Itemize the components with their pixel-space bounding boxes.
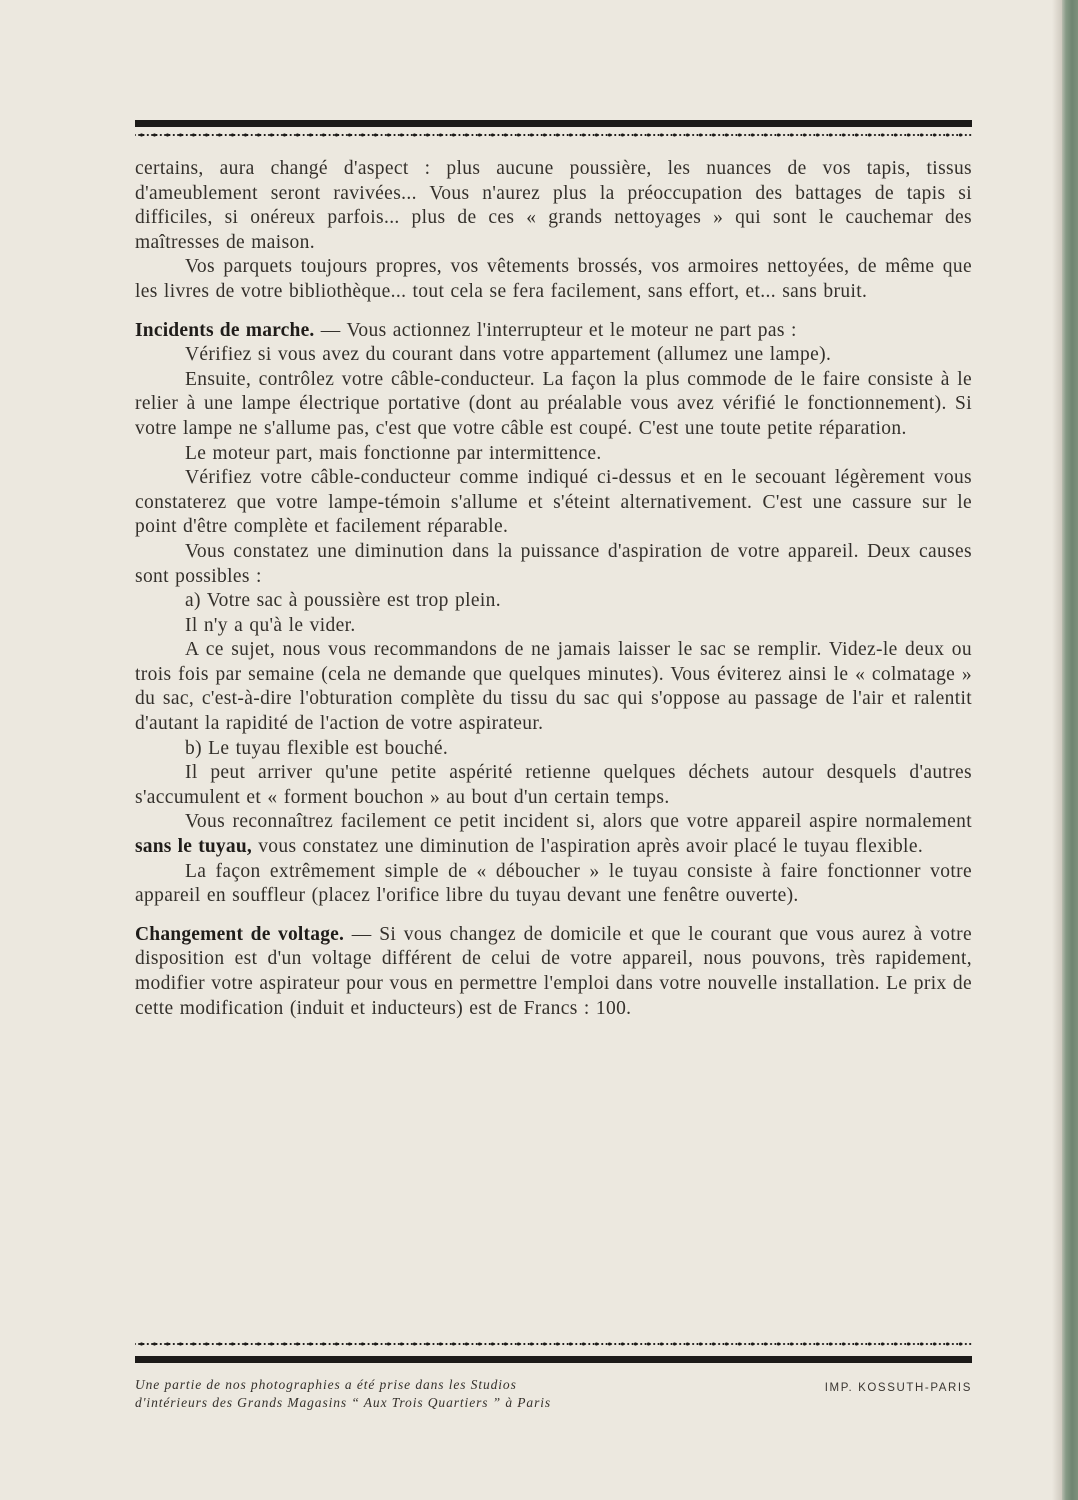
bottom-rule-dots: [135, 1341, 972, 1347]
photo-credit-line-2: d'intérieurs des Grands Magasins “ Aux Trois Quartiers ” à Paris: [135, 1395, 552, 1410]
paragraph-hose-debris: Il peut arriver qu'une petite aspérité retienne quelques déchets autour desquels d'autres s'accumulent et « forment bouchon » au bout d'un certain temps.: [135, 762, 972, 808]
paragraph-check-cable: Ensuite, contrôlez votre câble-conducteur. La façon la plus commode de le faire consiste à le relier à une lampe électrique portative (dont au préalable vous avez vérifié le fonctionnement). Si votre lampe ne s'allume pas, c'est que votre câble est coupé. C'est une toute petite réparation.: [135, 368, 972, 439]
green-cover-edge: [1062, 0, 1078, 1500]
paragraph-empty-bag: Il n'y a qu'à le vider.: [185, 614, 356, 636]
paragraph-floors: Vos parquets toujours propres, vos vêtements brossés, vos armoires nettoyées, de même que les livres de votre bibliothèque... tout cela se fera facilement, sans effort, et... sans bruit.: [135, 256, 972, 302]
photo-credit-line-1: Une partie de nos photographies a été prise dans les Studios: [135, 1377, 517, 1392]
voltage-text: — Si vous changez de domicile et que le courant que vous aurez à votre disposition est d'un voltage différent de celui de votre appareil, nous pouvons, très rapidement, modifier votre aspirateur pour vous en permettre l'emploi dans votre nouvelle installation. Le prix de cette modification (induit et inducteurs) est de Francs : 100.: [135, 923, 972, 1019]
paragraph-cause-a: a) Votre sac à poussière est trop plein.: [185, 590, 501, 612]
incidents-intro: — Vous actionnez l'interrupteur et le moteur ne part pas :: [314, 319, 797, 341]
hose-diagnosis-end: vous constatez une diminution de l'aspiration après avoir placé le tuyau flexible.: [251, 836, 924, 858]
paragraph-bag-advice: A ce sujet, nous vous recommandons de ne jamais laisser le sac se remplir. Videz-le deux ou trois fois par semaine (cela ne demande que quelques minutes). Vous éviterez ainsi le « colmatage » du sac, c'est-à-dire l'obturation complète du tissu du sac qui s'oppose au passage de l'air et ralentit d'autant la rapidité de l'action de votre aspirateur.: [135, 639, 972, 735]
bottom-rule-thick: [135, 1356, 972, 1363]
hose-diagnosis-bold: sans le tuyau,: [135, 836, 252, 858]
photo-credit: [135, 1376, 695, 1412]
printer-imprint: IMP. KOSSUTH-PARIS: [824, 1382, 972, 1394]
hose-diagnosis-start: Vous reconnaîtrez facilement ce petit incident si, alors que votre appareil aspire normalement: [185, 811, 972, 833]
voltage-heading: Changement de voltage.: [135, 923, 345, 945]
top-rule-dots: [135, 132, 972, 138]
paragraph-hose-diagnosis: [135, 810, 972, 859]
paragraph-suction-loss: Vous constatez une diminution dans la puissance d'aspiration de votre appareil. Deux causes sont possibles :: [135, 540, 972, 587]
paragraph-cause-b: b) Le tuyau flexible est bouché.: [185, 737, 449, 759]
paragraph-incidents: [135, 319, 972, 344]
top-rule-thick: [135, 120, 972, 127]
paragraph-check-cable-shake: Vérifiez votre câble-conducteur comme indiqué ci-dessus et en le secouant légèrement vous constaterez que votre lampe-témoin s'allume et s'éteint alternativement. C'est une cassure sur le point d'être complète et facilement réparable.: [135, 467, 972, 538]
paragraph-intermittent: Le moteur part, mais fonctionne par intermittence.: [185, 442, 602, 464]
incidents-heading: Incidents de marche.: [135, 319, 315, 341]
paragraph-check-current: Vérifiez si vous avez du courant dans votre appartement (allumez une lampe).: [185, 344, 832, 366]
page-fold-shadow: [1052, 0, 1062, 1500]
paragraph-voltage: [135, 923, 972, 1021]
body-text: [135, 157, 972, 1021]
paragraph-dust: certains, aura changé d'aspect : plus aucune poussière, les nuances de vos tapis, tissus d'ameublement seront ravivées... Vous n'aurez plus la préoccupation des battages de tapis si difficiles, si onéreux parfois... plus de ces « grands nettoyages » qui sont le cauchemar des maîtresses de maison.: [135, 158, 972, 253]
paragraph-unclog: La façon extrêmement simple de « déboucher » le tuyau consiste à faire fonctionner votre appareil en souffleur (placez l'orifice libre du tuyau devant une fenêtre ouverte).: [135, 860, 972, 907]
